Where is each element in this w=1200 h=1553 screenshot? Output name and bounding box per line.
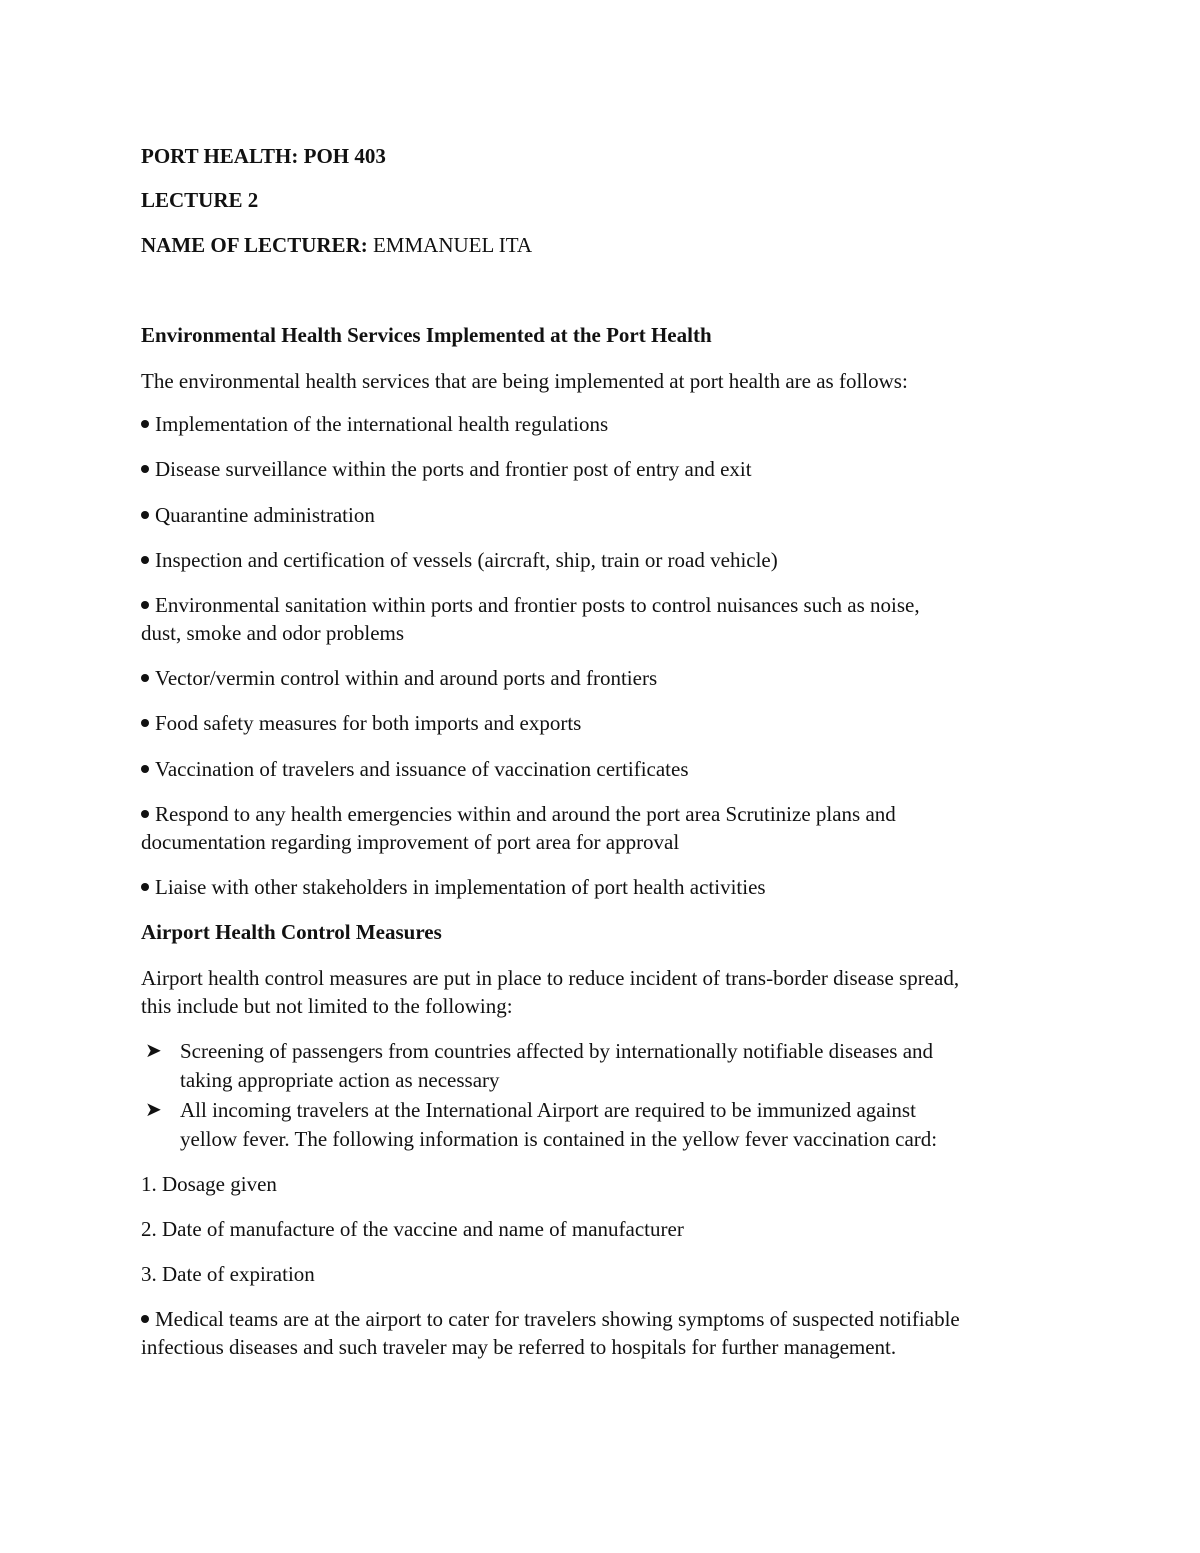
arrow-bullet-icon: ➤ (145, 1040, 162, 1062)
section-heading-airport: Airport Health Control Measures (141, 920, 442, 944)
arrow-list-item-continuation: yellow fever. The following information is contained in the yellow fever vaccination card: (180, 1127, 938, 1151)
arrow-list-item-continuation: taking appropriate action as necessary (180, 1068, 500, 1092)
list-item: Inspection and certification of vessels (aircraft, ship, train or road vehicle) (141, 546, 778, 574)
arrow-bullet-icon: ➤ (145, 1099, 162, 1121)
numbered-item: 1. Dosage given (141, 1172, 277, 1196)
bullet-icon (141, 465, 149, 473)
section-heading-environmental: Environmental Health Services Implemented at the Port Health (141, 323, 712, 347)
section-intro-airport: Airport health control measures are put in place to reduce incident of trans-border disease spread, (141, 966, 960, 990)
arrow-list-item: All incoming travelers at the International Airport are required to be immunized against (180, 1098, 916, 1122)
list-item: Vaccination of travelers and issuance of vaccination certificates (141, 755, 689, 783)
list-item: Environmental sanitation within ports and frontier posts to control nuisances such as noise, (141, 591, 920, 619)
bullet-icon (141, 420, 149, 428)
list-item-continuation: documentation regarding improvement of port area for approval (141, 830, 680, 854)
bullet-icon (141, 674, 149, 682)
course-title: PORT HEALTH: POH 403 (141, 144, 386, 168)
list-item-continuation: infectious diseases and such traveler may be referred to hospitals for further management. (141, 1335, 897, 1359)
bullet-icon (141, 765, 149, 773)
list-item: Vector/vermin control within and around ports and frontiers (141, 664, 657, 692)
list-item: Food safety measures for both imports and exports (141, 709, 581, 737)
bullet-icon (141, 719, 149, 727)
lecture-number: LECTURE 2 (141, 188, 259, 212)
list-item: Medical teams are at the airport to cater for travelers showing symptoms of suspected notifiable (141, 1305, 960, 1333)
bullet-icon (141, 810, 149, 818)
arrow-list-item: Screening of passengers from countries affected by internationally notifiable diseases and (180, 1039, 934, 1063)
section-intro-environmental: The environmental health services that are being implemented at port health are as follows: (141, 369, 908, 393)
section-intro-airport-continuation: this include but not limited to the following: (141, 994, 513, 1018)
lecturer-line (141, 231, 532, 259)
list-item: Liaise with other stakeholders in implementation of port health activities (141, 873, 766, 901)
lecturer-label: NAME OF LECTURER: (141, 233, 368, 257)
list-item: Respond to any health emergencies within and around the port area Scrutinize plans and (141, 800, 896, 828)
bullet-icon (141, 511, 149, 519)
numbered-item: 2. Date of manufacture of the vaccine and name of manufacturer (141, 1217, 684, 1241)
list-item-continuation: dust, smoke and odor problems (141, 621, 405, 645)
list-item: Implementation of the international health regulations (141, 410, 608, 438)
bullet-icon (141, 556, 149, 564)
bullet-icon (141, 883, 149, 891)
bullet-icon (141, 1315, 149, 1323)
bullet-icon (141, 601, 149, 609)
lecturer-name: EMMANUEL ITA (367, 233, 533, 257)
numbered-item: 3. Date of expiration (141, 1262, 315, 1286)
list-item: Disease surveillance within the ports and frontier post of entry and exit (141, 455, 752, 483)
list-item: Quarantine administration (141, 501, 375, 529)
